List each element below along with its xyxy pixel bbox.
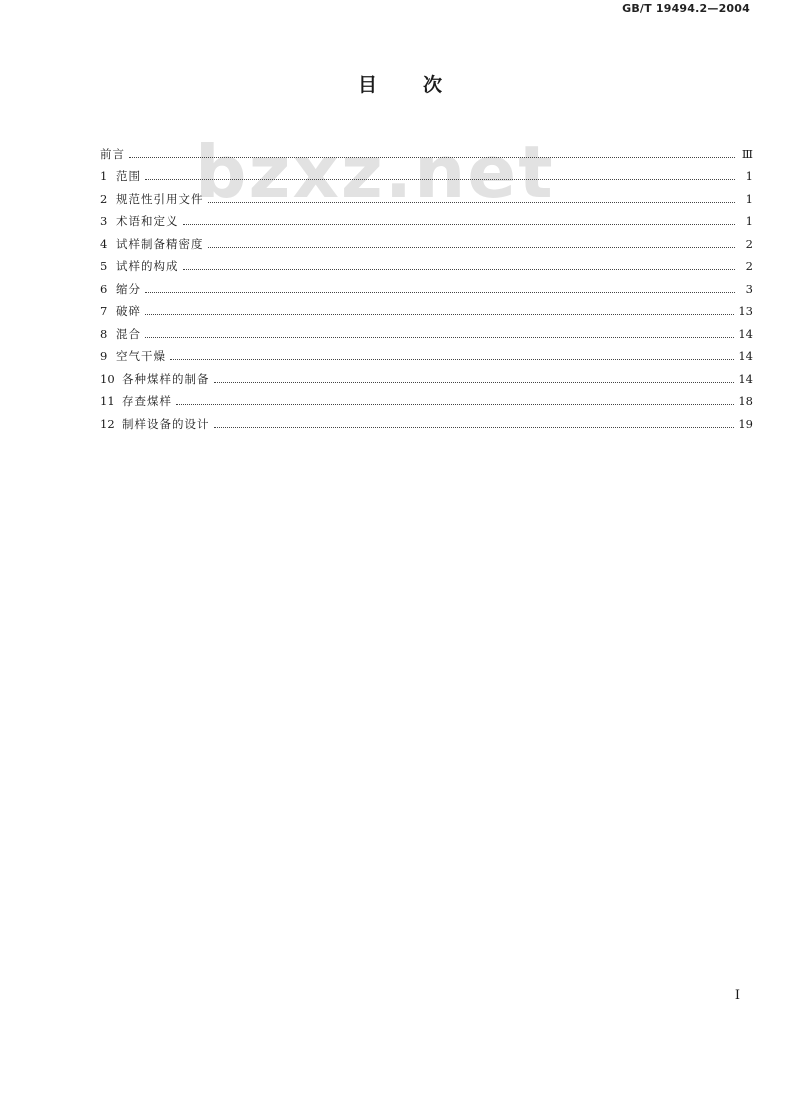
toc-entry-label: 存查煤样 xyxy=(122,394,172,408)
toc-entry-page: 1 xyxy=(745,214,753,228)
toc-entry-page: Ⅲ xyxy=(741,146,753,161)
toc-entry-9[interactable] xyxy=(100,341,753,364)
toc-entry-number: 11 xyxy=(100,394,115,408)
toc-dot-leader xyxy=(214,426,735,428)
toc-entry-number: 9 xyxy=(100,349,108,363)
toc-entry-number: 5 xyxy=(100,259,108,273)
toc-entry-page: 2 xyxy=(745,236,753,251)
toc-entry-label: 前言 xyxy=(100,146,125,161)
toc-entry-page: 13 xyxy=(738,304,753,318)
toc-entry-label: 规范性引用文件 xyxy=(116,191,204,206)
toc-dot-leader xyxy=(183,223,736,225)
toc-entry-label: 范围 xyxy=(116,169,141,183)
toc-entry-number: 4 xyxy=(100,236,108,251)
toc-entry-8[interactable] xyxy=(100,318,753,341)
toc-entry-5[interactable] xyxy=(100,251,753,274)
toc-entry-number: 3 xyxy=(100,214,108,228)
toc-entry-page: 19 xyxy=(738,416,753,431)
toc-entry-label: 各种煤样的制备 xyxy=(122,371,210,386)
toc-entry-12[interactable] xyxy=(100,408,753,431)
toc-entry-4[interactable] xyxy=(100,228,753,251)
table-of-contents xyxy=(100,138,753,431)
standard-code: GB/T 19494.2—2004 xyxy=(622,2,750,15)
toc-entry-number: 8 xyxy=(100,326,108,341)
toc-entry-number: 7 xyxy=(100,304,108,318)
page-number: I xyxy=(734,988,740,1003)
toc-entry-7[interactable] xyxy=(100,296,753,319)
toc-dot-leader xyxy=(145,336,734,338)
toc-entry-label: 破碎 xyxy=(116,304,141,318)
toc-entry-page: 2 xyxy=(745,259,753,273)
toc-entry-page: 1 xyxy=(745,191,753,206)
toc-entry-page: 14 xyxy=(738,326,753,341)
toc-entry-foreword[interactable] xyxy=(100,138,753,161)
toc-entry-number: 6 xyxy=(100,281,108,296)
toc-entry-label: 制样设备的设计 xyxy=(122,416,210,431)
toc-dot-leader xyxy=(129,156,735,158)
toc-entry-6[interactable] xyxy=(100,273,753,296)
toc-entry-3[interactable] xyxy=(100,206,753,229)
toc-entry-2[interactable] xyxy=(100,183,753,206)
toc-dot-leader xyxy=(208,246,736,248)
page-title: 目次 xyxy=(357,74,488,96)
toc-entry-label: 空气干燥 xyxy=(116,349,166,363)
toc-entry-number: 10 xyxy=(100,371,115,386)
toc-entry-10[interactable] xyxy=(100,363,753,386)
toc-dot-leader xyxy=(208,201,736,203)
watermark: bzxz.net xyxy=(195,130,555,214)
toc-dot-leader xyxy=(183,268,736,270)
toc-entry-label: 试样制备精密度 xyxy=(116,236,204,251)
toc-entry-number: 12 xyxy=(100,416,115,431)
toc-entry-1[interactable] xyxy=(100,161,753,184)
toc-dot-leader xyxy=(170,358,734,360)
toc-entry-label: 缩分 xyxy=(116,281,141,296)
toc-entry-page: 18 xyxy=(738,394,753,408)
toc-entry-page: 1 xyxy=(745,169,753,183)
toc-dot-leader xyxy=(214,381,735,383)
toc-entry-label: 试样的构成 xyxy=(116,259,179,273)
toc-dot-leader xyxy=(145,291,735,293)
toc-entry-number: 2 xyxy=(100,191,108,206)
toc-dot-leader xyxy=(145,313,734,315)
toc-entry-page: 3 xyxy=(745,281,753,296)
toc-entry-label: 术语和定义 xyxy=(116,214,179,228)
toc-dot-leader xyxy=(145,178,735,180)
toc-entry-page: 14 xyxy=(738,349,753,363)
toc-entry-11[interactable] xyxy=(100,386,753,409)
toc-dot-leader xyxy=(176,403,734,405)
toc-entry-label: 混合 xyxy=(116,326,141,341)
toc-entry-number: 1 xyxy=(100,169,108,183)
toc-entry-page: 14 xyxy=(738,371,753,386)
